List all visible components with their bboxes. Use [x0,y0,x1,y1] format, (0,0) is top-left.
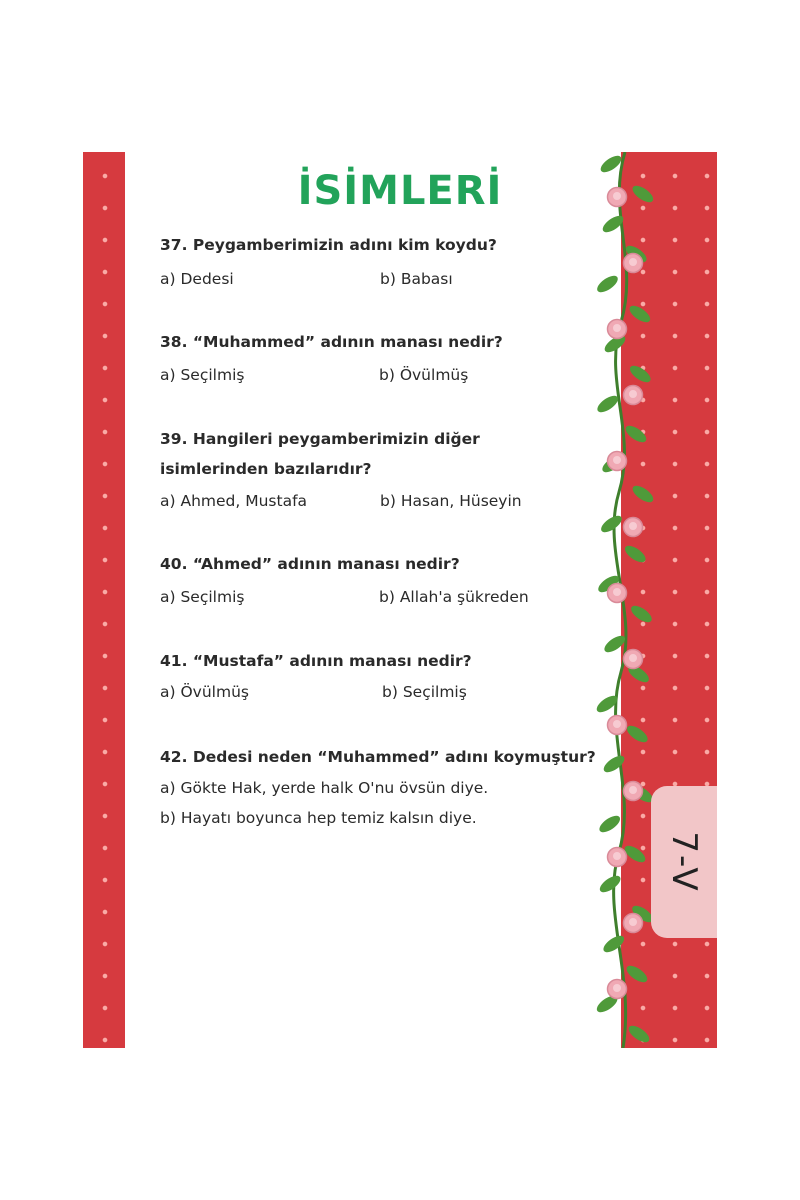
leaf-icon [626,1023,652,1046]
rosebud-center-icon [613,324,621,332]
leaf-icon [624,723,650,746]
rosebud-center-icon [613,852,621,860]
question-39: 39. Hangileri peygamberimizin diğer isimlerinden bazılarıdır? [160,430,480,478]
left-polka-dot-border [83,152,125,1048]
answer-39-b: b) Hasan, Hüseyin [380,492,522,510]
tab-label: 7-V [664,831,704,893]
leaf-icon [598,513,624,536]
rosebud-center-icon [629,522,637,530]
rosebud-center-icon [613,720,621,728]
answer-39-a: a) Ahmed, Mustafa [160,492,308,510]
leaf-icon [627,303,653,326]
answer-40-a: a) Seçilmiş [160,588,245,606]
leaf-icon [595,393,621,416]
question-40: 40. “Ahmed” adının manası nedir? [160,555,460,573]
page-title: İSİMLERİ [297,168,503,214]
leaf-icon [623,423,649,446]
answer-41-a: a) Övülmüş [160,683,249,701]
rosebud-center-icon [629,654,637,662]
rosebud-center-icon [613,984,621,992]
question-41: 41. “Mustafa” adının manası nedir? [160,652,472,670]
answer-42-b: b) Hayatı boyunca hep temiz kalsın diye. [160,809,477,827]
question-38: 38. “Muhammed” adının manası nedir? [160,333,503,351]
leaf-icon [597,873,623,896]
answer-41-b: b) Seçilmiş [382,683,467,701]
rosebud-center-icon [613,456,621,464]
answer-38-a: a) Seçilmiş [160,366,245,384]
rosebud-center-icon [629,918,637,926]
leaf-icon [601,933,627,956]
page-tab [651,786,717,938]
rosebud-center-icon [629,258,637,266]
rosebud-center-icon [613,588,621,596]
book-page [83,152,717,1048]
answer-38-b: b) Övülmüş [379,366,469,384]
answer-42-a: a) Gökte Hak, yerde halk O'nu övsün diye. [160,779,489,797]
answer-40-b: b) Allah'a şükreden [379,588,529,606]
question-42: 42. Dedesi neden “Muhammed” adını koymuştur? [160,748,596,766]
leaf-icon [594,273,620,296]
leaf-icon [624,963,650,986]
leaf-icon [622,543,648,566]
answer-37-a: a) Dedesi [160,270,234,288]
answer-37-b: b) Babası [380,270,453,288]
rosebud-center-icon [629,390,637,398]
leaf-icon [597,813,623,836]
leaf-icon [627,363,653,386]
leaf-icon [628,603,654,626]
leaf-icon [601,753,627,776]
leaf-icon [630,483,656,506]
question-37: 37. Peygamberimizin adını kim koydu? [160,236,497,254]
rosebud-center-icon [629,786,637,794]
